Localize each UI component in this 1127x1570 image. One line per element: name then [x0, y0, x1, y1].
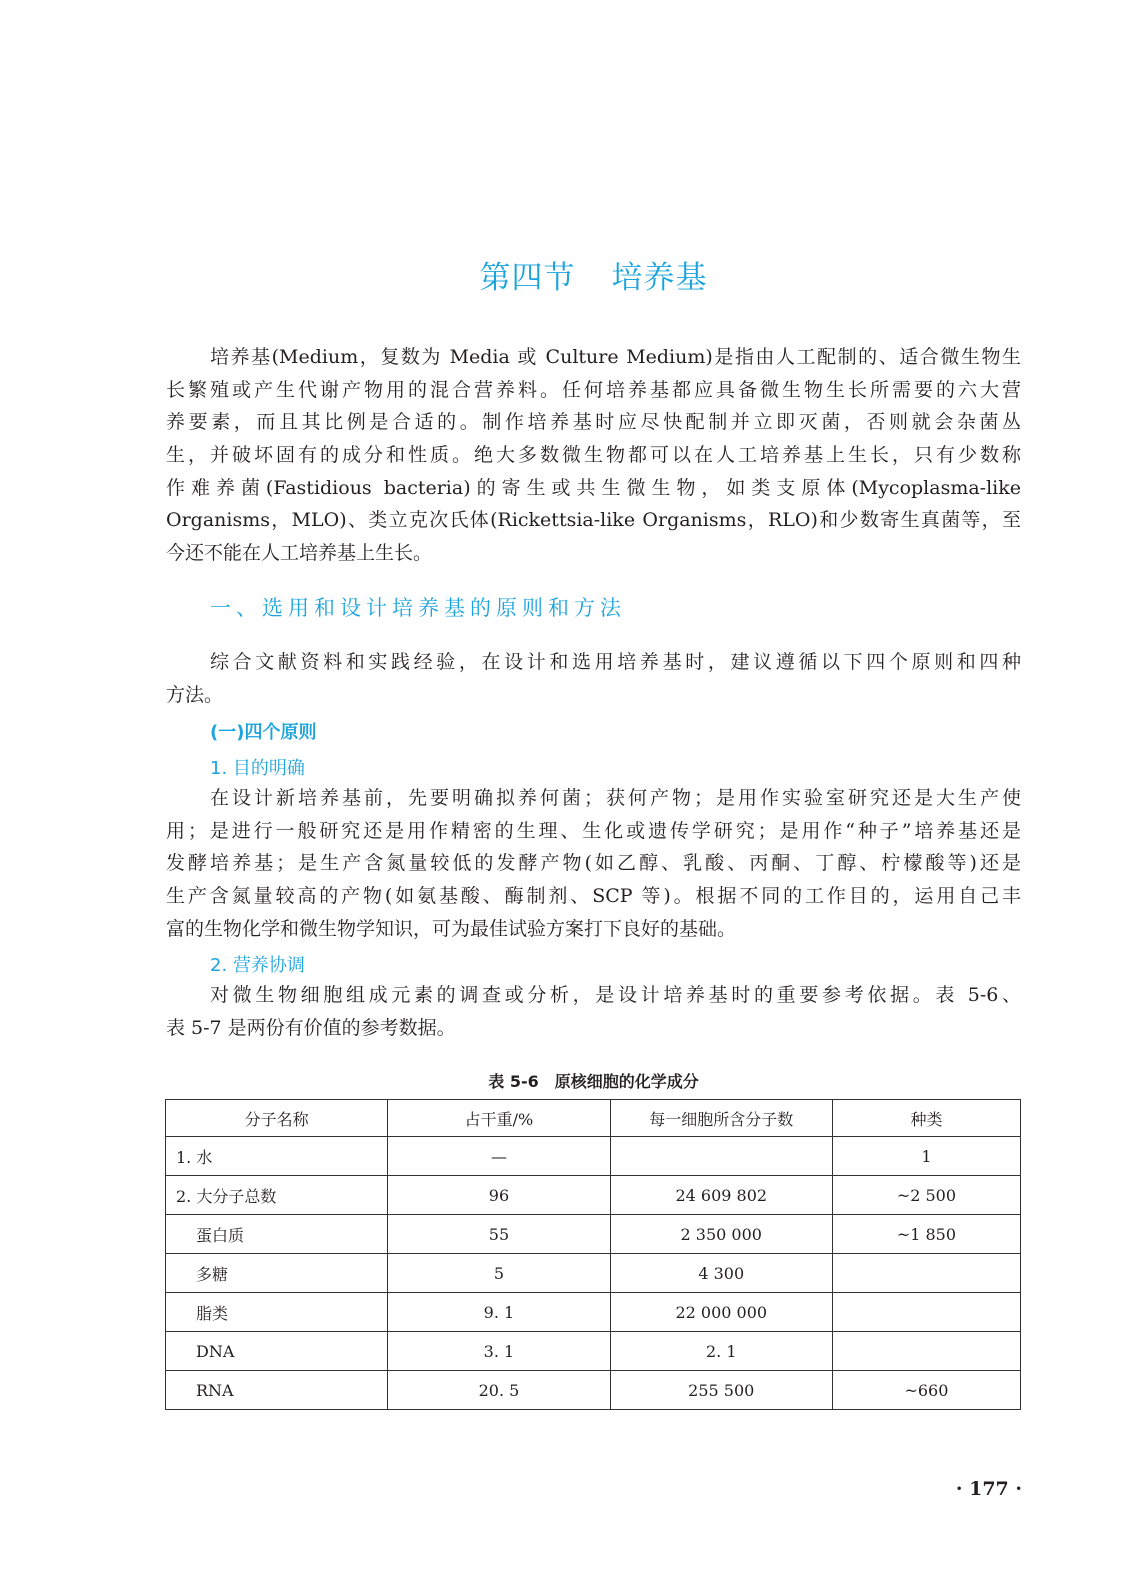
table-row: [166, 1254, 1021, 1293]
table-cell: 2. 大分子总数: [166, 1176, 388, 1215]
table-cell: [832, 1254, 1020, 1293]
table-cell: 脂类: [166, 1293, 388, 1332]
table-cell: 9. 1: [388, 1293, 610, 1332]
column-header: 种类: [832, 1100, 1020, 1137]
table-row: [166, 1293, 1021, 1332]
chemical-composition-table: [165, 1099, 1021, 1410]
table-row: [166, 1371, 1021, 1410]
table-cell: 20. 5: [388, 1371, 610, 1410]
heading-nutrient-balance: 2. 营养协调: [210, 955, 305, 976]
text-line: 生，并破坏固有的成分和性质。绝大多数微生物都可以在人工培养基上生长，只有少数称: [166, 444, 1021, 467]
table-cell: 24 609 802: [610, 1176, 832, 1215]
table-cell: 2 350 000: [610, 1215, 832, 1254]
column-header: 每一细胞所含分子数: [610, 1100, 832, 1137]
text-line: 发酵培养基；是生产含氮量较低的发酵产物(如乙醇、乳酸、丙酮、丁醇、柠檬酸等)还是: [166, 852, 1021, 875]
table-cell: ~1 850: [832, 1215, 1020, 1254]
text-line: 今还不能在人工培养基上生长。: [166, 542, 433, 565]
table-cell: [832, 1332, 1020, 1371]
table-row: [166, 1137, 1021, 1176]
paragraph-4: [166, 979, 1021, 1044]
table-caption: 表 5-6 原核细胞的化学成分: [488, 1072, 699, 1091]
text-line: 作难养菌(Fastidious bacteria)的寄生或共生微生物，如类支原体(Mycoplasma-like: [166, 476, 1021, 499]
table-cell: 1. 水: [166, 1137, 388, 1176]
table-row: [166, 1176, 1021, 1215]
table-cell: ~660: [832, 1371, 1020, 1410]
section-name: 培养基: [611, 260, 708, 296]
table-cell: [832, 1293, 1020, 1332]
text-line: 养要素，而且其比例是合适的。制作培养基时应尽快配制并立即灭菌，否则就会杂菌丛: [166, 411, 1021, 434]
paragraph-3: [166, 782, 1021, 945]
table-cell: 2. 1: [610, 1332, 832, 1371]
text-line: 生产含氮量较高的产物(如氨基酸、酶制剂、SCP 等)。根据不同的工作目的，运用自己丰: [166, 885, 1021, 908]
heading-clear-purpose: 1. 目的明确: [210, 758, 305, 779]
paragraph-2: [166, 646, 1021, 711]
text-line: 长繁殖或产生代谢产物用的混合营养料。任何培养基都应具备微生物生长所需要的六大营: [166, 378, 1021, 401]
text-line: 富的生物化学和微生物学知识，可为最佳试验方案打下良好的基础。: [166, 917, 737, 940]
table-cell: 5: [388, 1254, 610, 1293]
text-line: Organisms，MLO)、类立克次氏体(Rickettsia-like Organisms，RLO)和少数寄生真菌等，至: [166, 509, 1021, 532]
text-line: 表 5-7 是两份有价值的参考数据。: [166, 1016, 456, 1039]
table-cell: [610, 1137, 832, 1176]
table-cell: 55: [388, 1215, 610, 1254]
table-cell: 22 000 000: [610, 1293, 832, 1332]
table-cell: 255 500: [610, 1371, 832, 1410]
heading-principles-methods: 一、选用和设计培养基的原则和方法: [210, 596, 626, 620]
table-cell: 1: [832, 1137, 1020, 1176]
column-header: 占干重/%: [388, 1100, 610, 1137]
table-cell: —: [388, 1137, 610, 1176]
section-title: [0, 252, 1127, 297]
table-row: [166, 1332, 1021, 1371]
table-cell: DNA: [166, 1332, 388, 1371]
text-line: 培养基(Medium，复数为 Media 或 Culture Medium)是指由人工配制的、适合微生物生: [210, 346, 1021, 368]
column-header: 分子名称: [166, 1100, 388, 1137]
text-line: 在设计新培养基前，先要明确拟养何菌；获何产物；是用作实验室研究还是大生产使: [210, 787, 1021, 809]
heading-four-principles: (一)四个原则: [210, 722, 317, 743]
table-cell: 多糖: [166, 1254, 388, 1293]
text-line: 对微生物细胞组成元素的调查或分析，是设计培养基时的重要参考依据。表 5-6、: [210, 984, 1021, 1006]
table-cell: 3. 1: [388, 1332, 610, 1371]
table-cell: 蛋白质: [166, 1215, 388, 1254]
table-cell: 96: [388, 1176, 610, 1215]
section-number: 第四节: [479, 260, 576, 296]
intro-paragraph: [166, 341, 1021, 570]
text-line: 综合文献资料和实践经验，在设计和选用培养基时，建议遵循以下四个原则和四种: [210, 651, 1021, 673]
text-line: 方法。: [166, 683, 224, 706]
table-cell: RNA: [166, 1371, 388, 1410]
table-cell: ~2 500: [832, 1176, 1020, 1215]
table-cell: 4 300: [610, 1254, 832, 1293]
text-line: 用；是进行一般研究还是用作精密的生理、生化或遗传学研究；是用作“种子”培养基还是: [166, 819, 1021, 842]
page-number: · 177 ·: [955, 1478, 1022, 1500]
table-header-row: [166, 1100, 1021, 1137]
table-row: [166, 1215, 1021, 1254]
